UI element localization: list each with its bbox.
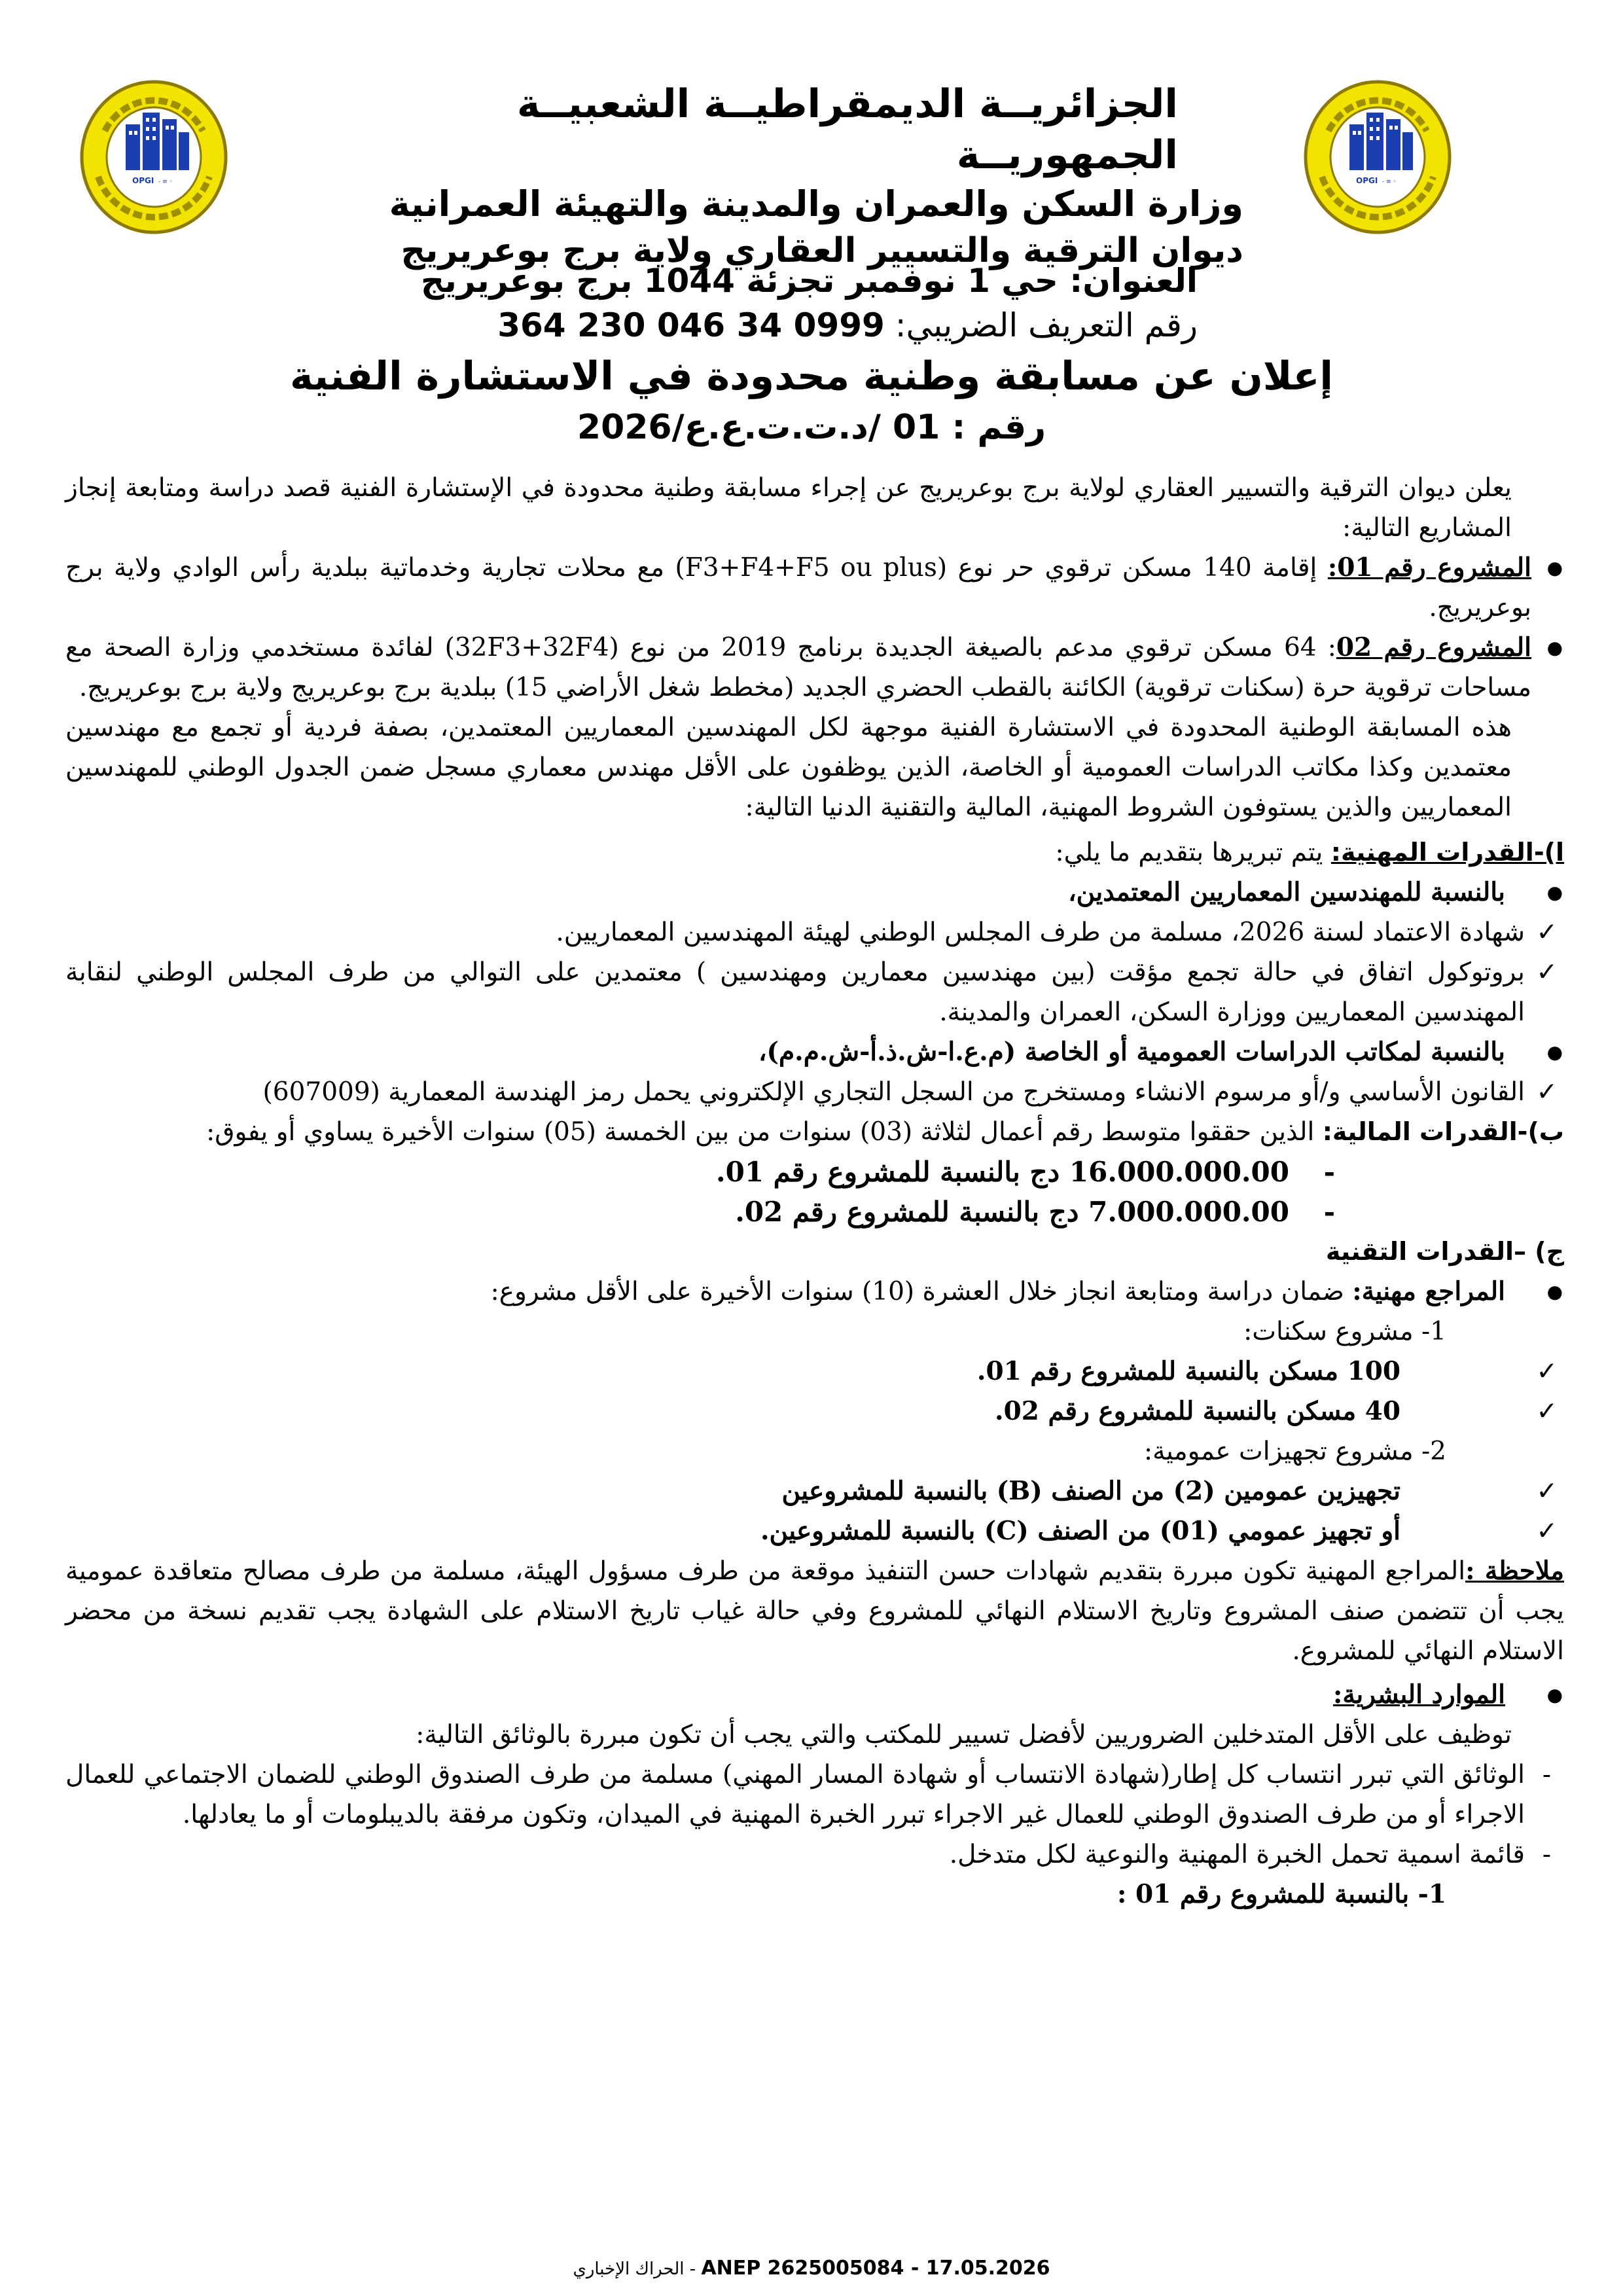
hr-intro: توظيف على الأقل المتدخلين الضروريين لأفضل تسيير للمكتب والتي يجب أن تكون مبررة بالوثائق التالية:: [416, 1720, 1512, 1749]
hr-project-1: [65, 1874, 1564, 1914]
opgi-logo-left: [79, 79, 229, 236]
note-label: ملاحظة :: [1465, 1556, 1564, 1586]
architects-item-2: ✓ بروتوكول اتفاق في حالة تجمع مؤقت (بين مهندسين معمارين ومهندسين ) معتمدين على التوالي من طرف المجلس الوطني لنقابة المهندسين المعماريين ووزارة السكن، العمران والمدينة.: [65, 952, 1564, 1032]
equip-item-2: [65, 1511, 1564, 1551]
architects-heading: [65, 872, 1564, 912]
financial-line: [65, 1112, 1564, 1152]
svg-text:- ≡ ◦: - ≡ ◦: [158, 179, 173, 185]
opgi-seal-icon: [1302, 79, 1453, 236]
professional-heading-rest: يتم تبريرها بتقديم ما يلي:: [1055, 838, 1331, 867]
project-1: [65, 548, 1564, 628]
opgi-logo-right: [1302, 79, 1453, 236]
project-2-label: المشروع رقم 02: [1336, 632, 1531, 662]
hr-item-1: - الوثائق التي تبرر انتساب كل إطار(شهادة الانتساب أو شهادة المسار المهني) مسلمة من طرف الصندوق الوطني للضمان الاجتماعي للعمال الاجراء أو من طرف الصندوق الوطني للعمال غير الاجراء تبرر الخبرة المهنية في الميدان، وتكون مرفقة بالديبلومات أو ما يعادلها.: [65, 1755, 1564, 1835]
financial-amount-1: - 16.000.000.00 دج بالنسبة للمشروع رقم 01.: [65, 1152, 1564, 1192]
architects-item-1: ✓ شهادة الاعتماد لسنة 2026، مسلمة من طرف المجلس الوطني لهيئة المهندسين المعماريين.: [65, 912, 1564, 952]
project-2: [65, 628, 1564, 708]
hr-heading-line: [65, 1675, 1564, 1715]
footer-ref: ANEP 2625005084 - 17.05.2026: [701, 2257, 1050, 2280]
hr-project-1-text: 1- بالنسبة للمشروع رقم 01 :: [1117, 1879, 1446, 1909]
equip-item-2-text: أو تجهيز عمومي (01) من الصنف (C) بالنسبة للمشروعين.: [760, 1516, 1400, 1546]
project-1-text: إقامة 140 مسكن ترقوي حر نوع (F3+F4+F5 ou plus) مع محلات تجارية وخدماتية ببلدية رأس الوادي ولاية برج بوعريريج.: [65, 553, 1531, 622]
header-office: ديوان الترقية والتسيير العقاري ولاية برج بوعريريج: [401, 231, 1243, 270]
project-2-text: : 64 مسكن ترقوي مدعم بالصيغة الجديدة برنامج 2019 من نوع (32F3+32F4) لفائدة مستخدمي وزارة الصحة مع مساحات ترقوية حرة (سكنات ترقوية) الكائنة بالقطب الحضري الجديد (مخطط شغل الأراضي 15) ببلدية برج بوعريريج ولاية برج بوعريريج.: [65, 633, 1531, 702]
housing-item-2-text: 40 مسكن بالنسبة للمشروع رقم 02.: [995, 1396, 1400, 1426]
housing-item-2: [65, 1391, 1564, 1431]
header-republic: الجزائريــة الديمقراطيــة الشعبيــة الجمهوريــة: [516, 81, 1178, 178]
professional-heading-line: [65, 833, 1564, 872]
offices-item-1: ✓ القانون الأساسي و/أو مرسوم الانشاء ومستخرج من السجل التجاري الإلكتروني يحمل رمز الهندسة المعمارية (607009): [65, 1072, 1564, 1112]
housing-item-1-text: 100 مسكن بالنسبة للمشروع رقم 01.: [976, 1356, 1400, 1386]
financial-amount-2: - 7.000.000.00 دج بالنسبة للمشروع رقم 02.: [65, 1192, 1564, 1232]
svg-text:OPGI: OPGI: [1356, 176, 1378, 185]
note-paragraph: [65, 1551, 1564, 1671]
svg-text:OPGI: OPGI: [132, 176, 154, 185]
footer-source: الحراك الإخباري -: [573, 2259, 702, 2279]
financial-text: الذين حققوا متوسط رقم أعمال لثلاثة (03) سنوات من بين الخمسة (05) سنوات الأخيرة يساوي أو يفوق:: [206, 1117, 1323, 1147]
hr-heading: الموارد البشرية:: [1333, 1679, 1505, 1710]
address-line: العنوان: حي 1 نوفمبر تجزئة 1044 برج بوعريريج: [420, 262, 1198, 300]
intro-paragraph: يعلن ديوان الترقية والتسيير العقاري لولاية برج بوعريريج عن إجراء مسابقة وطنية محدودة في الإستشارة الفنية قصد دراسة ومتابعة إنجاز المشاريع التالية:: [65, 473, 1512, 543]
refs-line: [65, 1272, 1564, 1312]
header: [353, 79, 1270, 274]
technical-heading-line: [65, 1232, 1564, 1272]
housing-label: 1- مشروع سكنات:: [1243, 1317, 1446, 1346]
professional-heading: ا)-القدرات المهنية:: [1330, 838, 1564, 867]
header-ministry: وزارة السكن والعمران والمدينة والتهيئة العمرانية: [389, 183, 1243, 224]
tax-id-line: [393, 303, 1198, 348]
eligibility-paragraph: هذه المسابقة الوطنية المحدودة في الاستشارة الفنية موجهة لكل المهندسين المعماريين المعتمدين، بصفة فردية أو تجمع مع مهندسين معتمدين وكذا مكاتب الدراسات العمومية أو الخاصة، الذين يوظفون على الأقل مهندس معماري مسجل ضمن الجدول الوطني للمهندسين المعماريين والذين يستوفون الشروط المهنية، المالية والتقنية الدنيا التالية:: [65, 713, 1512, 822]
tax-id-value: 0999 34 046 230 364: [497, 306, 885, 344]
equip-label: 2- مشروع تجهيزات عمومية:: [1143, 1437, 1446, 1466]
housing-item-1: [65, 1352, 1564, 1391]
refs-text: ضمان دراسة ومتابعة انجاز خلال العشرة (10) سنوات الأخيرة على الأقل مشروع:: [490, 1277, 1353, 1306]
project-1-label: المشروع رقم 01:: [1327, 552, 1532, 583]
address-block: [393, 259, 1198, 348]
architects-heading-text: بالنسبة للمهندسين المعماريين المعتمدين،: [1068, 877, 1505, 907]
announcement-title: إعلان عن مسابقة وطنية محدودة في الاستشارة الفنية: [289, 353, 1333, 399]
hr-item-2: - قائمة اسمية تحمل الخبرة المهنية والنوعية لكل متدخل.: [65, 1835, 1564, 1874]
equip-item-1: [65, 1471, 1564, 1511]
note-text: المراجع المهنية تكون مبررة بتقديم شهادات حسن التنفيذ موقعة من طرف مسؤول الهيئة، مسلمة من طرف مصالح متعاقدة عمومية يجب أن تتضمن صنف المشروع وتاريخ الاستلام النهائي للمشروع وفي حالة غياب تاريخ الاستلام على الشهادة يجب تقديم نسخة من محضر الاستلام النهائي للمشروع.: [65, 1556, 1564, 1666]
svg-text:- ≡ ◦: - ≡ ◦: [1382, 179, 1397, 185]
announcement-number: رقم : 01 /د.ت.ت.ع.ع/2026: [577, 408, 1046, 447]
opgi-seal-icon: [79, 79, 229, 236]
refs-label: المراجع مهنية:: [1352, 1276, 1505, 1306]
technical-heading: ج) –القدرات التقنية: [1325, 1237, 1564, 1266]
tax-id-label: رقم التعريف الضريبي:: [884, 306, 1198, 344]
offices-heading-text: بالنسبة لمكاتب الدراسات العمومية أو الخاصة (م.ع.ا-ش.ذ.أ-ش.م.م)،: [758, 1037, 1505, 1067]
financial-heading: ب)-القدرات المالية:: [1322, 1117, 1564, 1146]
offices-heading: [65, 1032, 1564, 1072]
announcement-body: [65, 468, 1564, 1914]
footer: [0, 2257, 1623, 2280]
equip-item-1-text: تجهيزين عمومين (2) من الصنف (B) بالنسبة للمشروعين: [781, 1476, 1400, 1506]
